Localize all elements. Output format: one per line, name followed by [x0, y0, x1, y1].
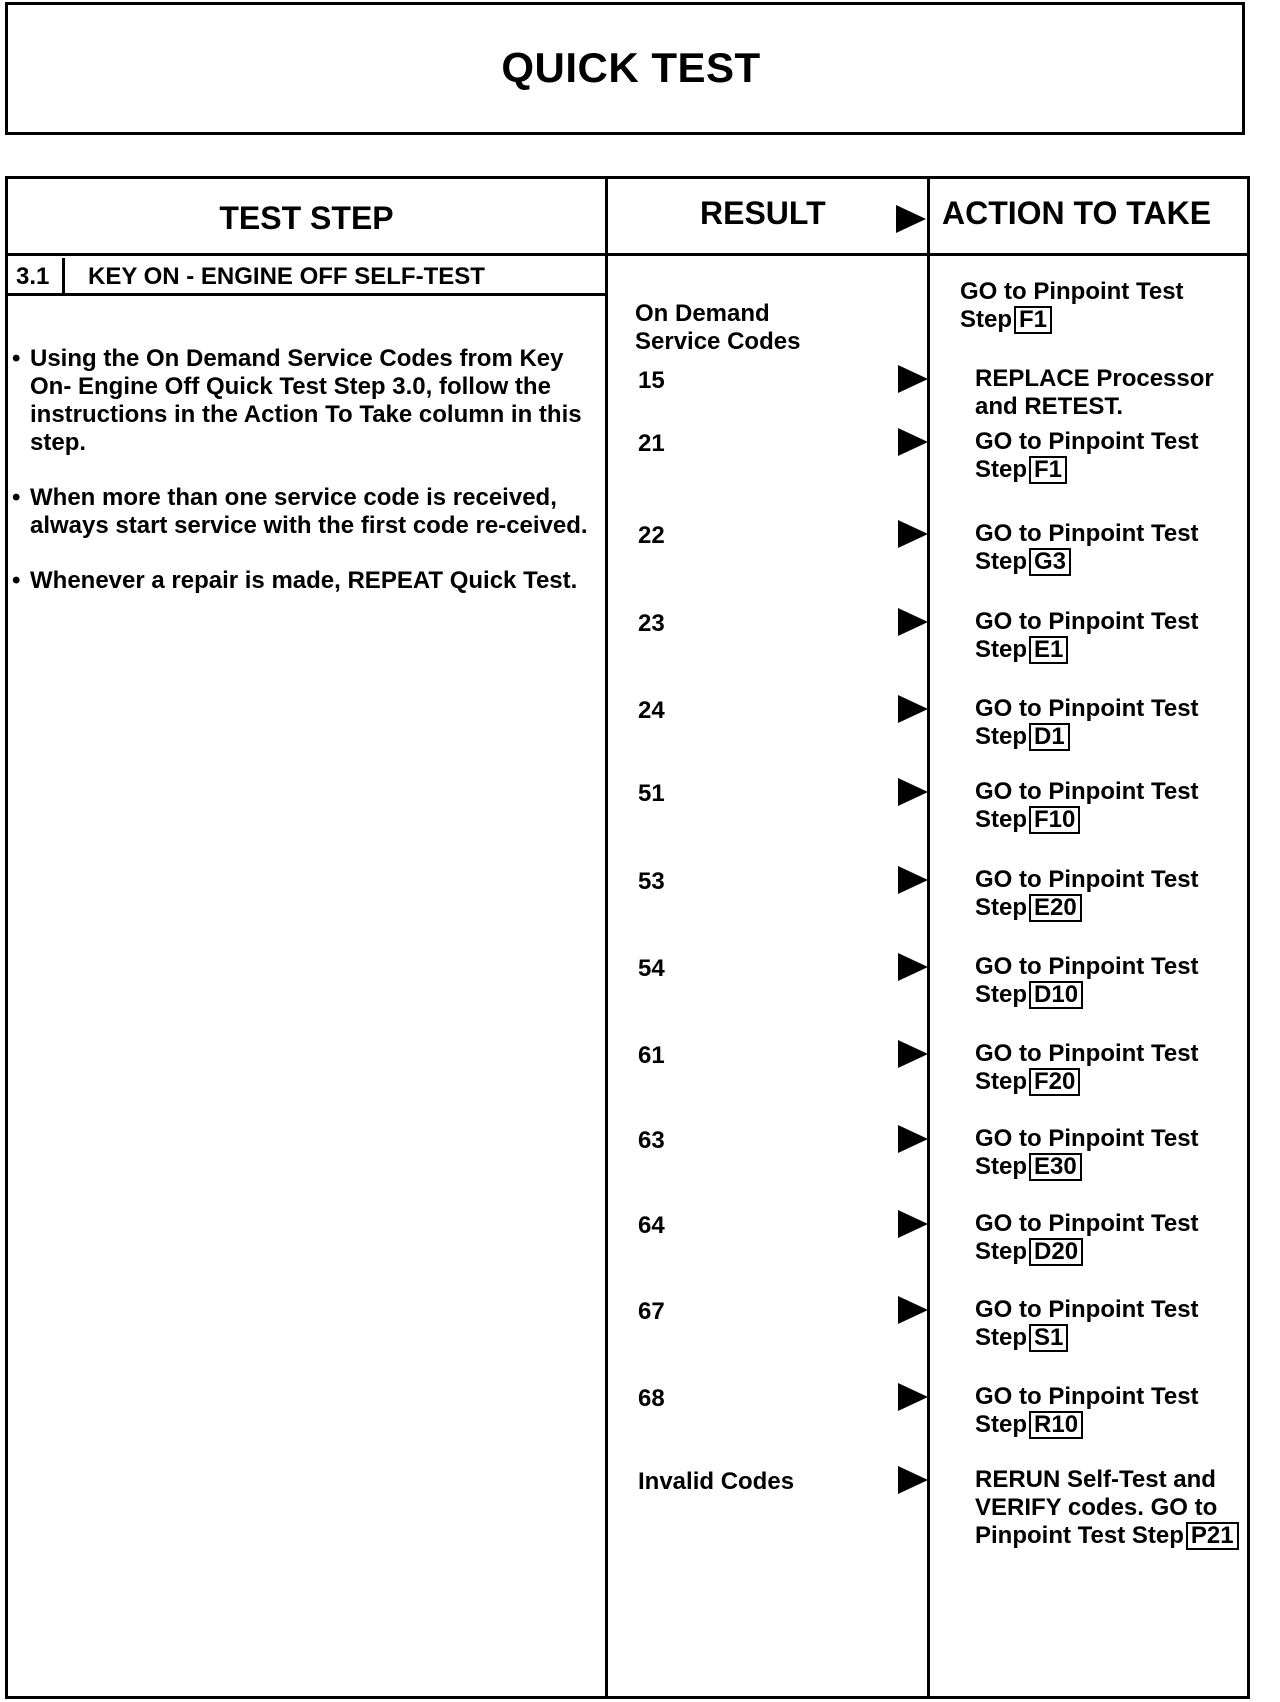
arrow-icon	[898, 1125, 928, 1153]
arrow-icon	[898, 778, 928, 806]
service-code: Invalid Codes	[638, 1468, 795, 1495]
header-result: RESULT	[700, 195, 826, 231]
arrow-icon	[898, 1296, 928, 1324]
arrow-icon	[898, 1466, 928, 1494]
step-reference: G3	[1029, 548, 1071, 576]
header-action: ACTION TO TAKE	[942, 195, 1212, 231]
header-test-step: TEST STEP	[219, 200, 394, 236]
action-label: GO to Pinpoint Test Step	[975, 608, 1199, 663]
action-text	[975, 1466, 1245, 1550]
service-code: 63	[638, 1127, 665, 1154]
action-text	[975, 428, 1245, 484]
header-arrow-icon	[896, 205, 926, 233]
step-reference: P21	[1186, 1522, 1239, 1550]
action-label: GO to Pinpoint Test Step	[975, 428, 1199, 483]
bullet-icon: •	[12, 567, 21, 594]
service-code: 21	[638, 430, 665, 457]
header-divider	[5, 253, 1250, 256]
step-reference: S1	[1029, 1324, 1068, 1352]
arrow-icon	[898, 428, 928, 456]
step-title-divider	[8, 293, 605, 296]
arrow-icon	[898, 953, 928, 981]
service-code: 24	[638, 697, 665, 724]
step-reference: F1	[1014, 306, 1052, 334]
service-code: 51	[638, 780, 665, 807]
step-reference: D1	[1029, 723, 1070, 751]
step-number: 3.1	[16, 263, 50, 290]
service-code: 54	[638, 955, 665, 982]
action-label: GO to Pinpoint Test Step	[975, 1125, 1199, 1180]
action-label: GO to Pinpoint Test Step	[975, 866, 1199, 921]
page-title: QUICK TEST	[501, 44, 761, 91]
instruction-item: • When more than one service code is received, always start service with the first code re-ceived.	[12, 484, 588, 539]
action-label: GO to Pinpoint Test Step	[975, 695, 1199, 750]
arrow-icon	[898, 365, 928, 393]
action-label: GO to Pinpoint Test Step	[975, 1210, 1199, 1265]
action-text	[975, 778, 1245, 834]
action-text	[975, 608, 1245, 664]
step-reference: D20	[1029, 1238, 1083, 1266]
service-code: 64	[638, 1212, 665, 1239]
action-text	[975, 866, 1245, 922]
step-reference: E20	[1029, 894, 1082, 922]
service-code: 67	[638, 1298, 665, 1325]
bullet-icon: •	[12, 484, 21, 511]
arrow-icon	[898, 695, 928, 723]
step-reference: E1	[1029, 636, 1068, 664]
step-reference: F1	[1029, 456, 1067, 484]
arrow-icon	[898, 1210, 928, 1238]
step-reference: E30	[1029, 1153, 1082, 1181]
action-label: GO to Pinpoint Test Step	[975, 778, 1199, 833]
action-text	[975, 1210, 1245, 1266]
arrow-icon	[898, 608, 928, 636]
action-label: REPLACE Processor and RETEST.	[975, 365, 1214, 420]
divider-step-result	[605, 176, 608, 1699]
action-text	[975, 1125, 1245, 1181]
action-label: GO to Pinpoint Test Step	[975, 520, 1199, 575]
step-title: KEY ON - ENGINE OFF SELF-TEST	[88, 263, 485, 290]
result-heading: On Demand Service Codes	[635, 300, 801, 355]
action-text	[975, 365, 1245, 421]
service-code: 61	[638, 1042, 665, 1069]
service-code: 22	[638, 522, 665, 549]
action-label: GO to Pinpoint Test Step	[975, 1296, 1199, 1351]
action-label: GO to Pinpoint Test Step	[975, 953, 1199, 1008]
service-code: 15	[638, 367, 665, 394]
arrow-icon	[898, 1383, 928, 1411]
action-text	[975, 520, 1245, 576]
action-label: RERUN Self-Test and VERIFY codes. GO to Pinpoint Test Step	[975, 1466, 1218, 1549]
action-text	[975, 1296, 1245, 1352]
service-code: 23	[638, 610, 665, 637]
service-code: 53	[638, 868, 665, 895]
step-reference: F10	[1029, 806, 1080, 834]
step-reference: R10	[1029, 1411, 1083, 1439]
instruction-item: • Using the On Demand Service Codes from Key On- Engine Off Quick Test Step 3.0, follow the instructions in the Action To Take column in this step.	[12, 345, 582, 456]
action-label: GO to Pinpoint Test Step	[975, 1383, 1199, 1438]
service-code: 68	[638, 1385, 665, 1412]
default-action: GO to Pinpoint Test Step F1	[960, 278, 1184, 333]
instruction-item: • Whenever a repair is made, REPEAT Quick Test.	[12, 567, 578, 594]
instruction-list	[12, 345, 602, 595]
step-reference: F20	[1029, 1068, 1080, 1096]
arrow-icon	[898, 520, 928, 548]
step-reference: D10	[1029, 981, 1083, 1009]
action-label: GO to Pinpoint Test Step	[975, 1040, 1199, 1095]
bullet-icon: •	[12, 345, 21, 372]
action-text	[975, 953, 1245, 1009]
action-text	[975, 1383, 1245, 1439]
arrow-icon	[898, 866, 928, 894]
action-text	[975, 1040, 1245, 1096]
arrow-icon	[898, 1040, 928, 1068]
action-text	[975, 695, 1245, 751]
